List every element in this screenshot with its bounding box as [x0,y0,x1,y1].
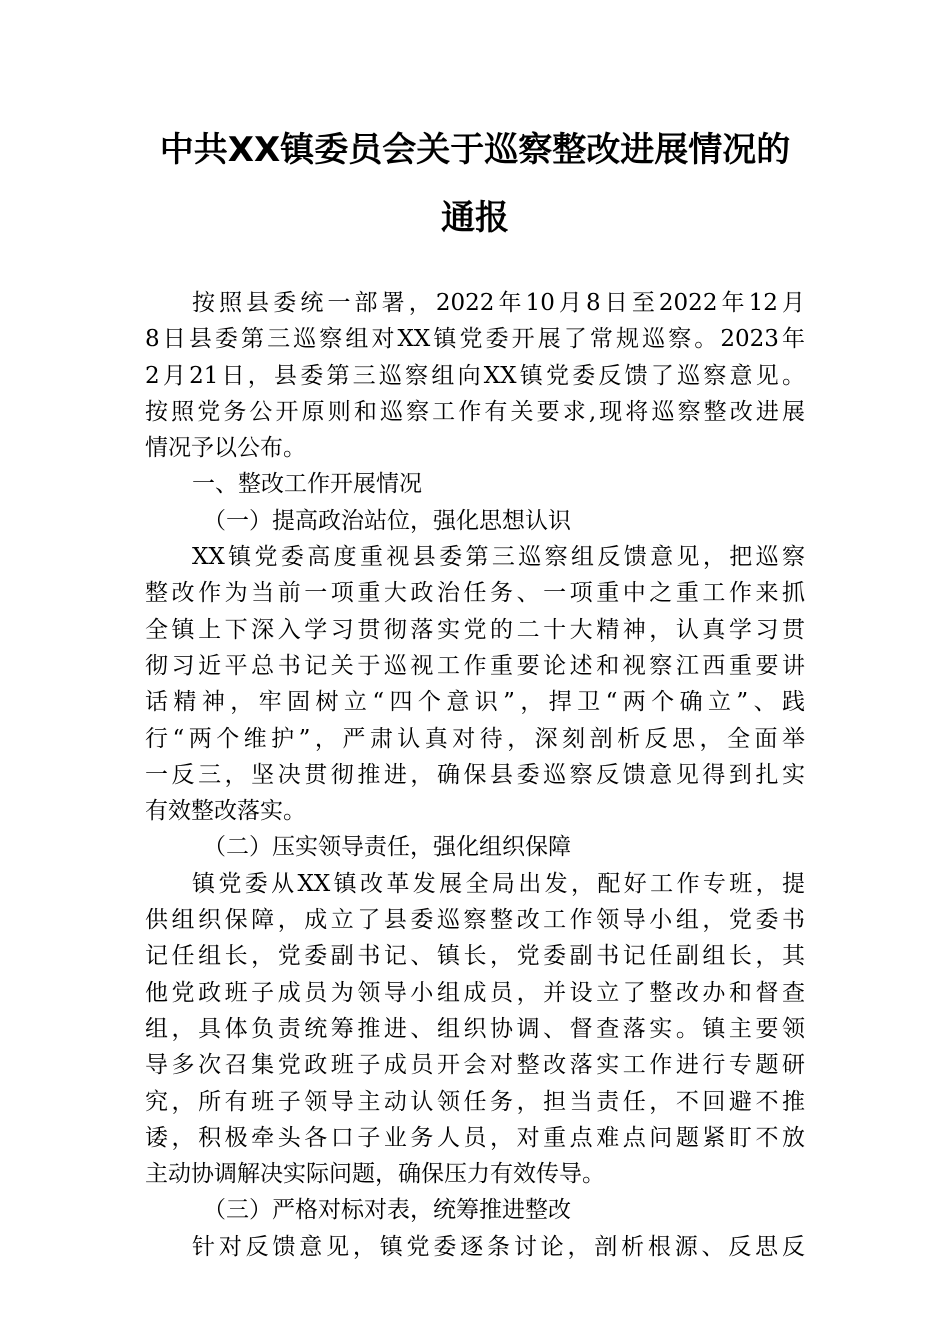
body-paragraph-line: 镇党委从XX镇改革发展全局出发，配好工作专班，提 [192,870,805,897]
body-paragraph-line: 按照县委统一部署，2022年10月8日至2022年12月 [192,290,805,316]
body-paragraph-line: 行“两个维护”，严肃认真对待，深刻剖析反思，全面举 [145,725,805,752]
subsection-heading: （一）提高政治站位，强化思想认识 [203,507,571,534]
body-paragraph-line: 话精神，牢固树立“四个意识”，捍卫“两个确立”、践 [145,689,805,716]
body-paragraph-line: 导多次召集党政班子成员开会对整改落实工作进行专题研 [145,1052,805,1079]
body-paragraph-line: 针对反馈意见，镇党委逐条讨论，剖析根源、反思反 [192,1233,805,1260]
body-paragraph-line: 2月21日，县委第三巡察组向XX镇党委反馈了巡察意见。 [145,362,805,389]
body-paragraph-line: 诿，积极牵头各口子业务人员，对重点难点问题紧盯不放 [145,1124,805,1151]
body-paragraph-line: 组，具体负责统筹推进、组织协调、督查落实。镇主要领 [145,1015,805,1042]
body-paragraph-line: 有效整改落实。 [145,798,306,825]
subsection-heading: （二）压实领导责任，强化组织保障 [203,834,571,861]
body-paragraph-line: 记任组长，党委副书记、镇长，党委副书记任副组长，其 [145,943,805,970]
document-body [145,285,805,1265]
body-paragraph-line: 供组织保障，成立了县委巡察整改工作领导小组，党委书 [145,907,805,934]
section-heading: 一、整改工作开展情况 [192,471,422,498]
body-paragraph-line: 按照党务公开原则和巡察工作有关要求,现将巡察整改进展 [145,398,805,425]
body-paragraph-line: 整改作为当前一项重大政治任务、一项重中之重工作来抓 [145,580,805,607]
body-paragraph-line: 一反三，坚决贯彻推进，确保县委巡察反馈意见得到扎实 [145,761,805,788]
document-title-line-1: 中共XX镇委员会关于巡察整改进展情况的 [159,130,791,170]
body-paragraph-line: 究，所有班子领导主动认领任务，担当责任，不回避不推 [145,1088,805,1115]
body-paragraph-line: 8日县委第三巡察组对XX镇党委开展了常规巡察。2023年 [145,326,805,353]
body-paragraph-line: 全镇上下深入学习贯彻落实党的二十大精神，认真学习贯 [145,616,805,643]
body-paragraph-line: 情况予以公布。 [145,435,306,462]
body-paragraph-line: 他党政班子成员为领导小组成员，并设立了整改办和督查 [145,979,805,1006]
body-paragraph-line: 彻习近平总书记关于巡视工作重要论述和视察江西重要讲 [145,652,805,679]
document-title-line-2: 通报 [441,198,509,238]
body-paragraph-line: XX镇党委高度重视县委第三巡察组反馈意见，把巡察 [192,544,805,571]
body-paragraph-line: 主动协调解决实际问题，确保压力有效传导。 [145,1161,605,1188]
subsection-heading: （三）严格对标对表，统筹推进整改 [203,1197,571,1224]
